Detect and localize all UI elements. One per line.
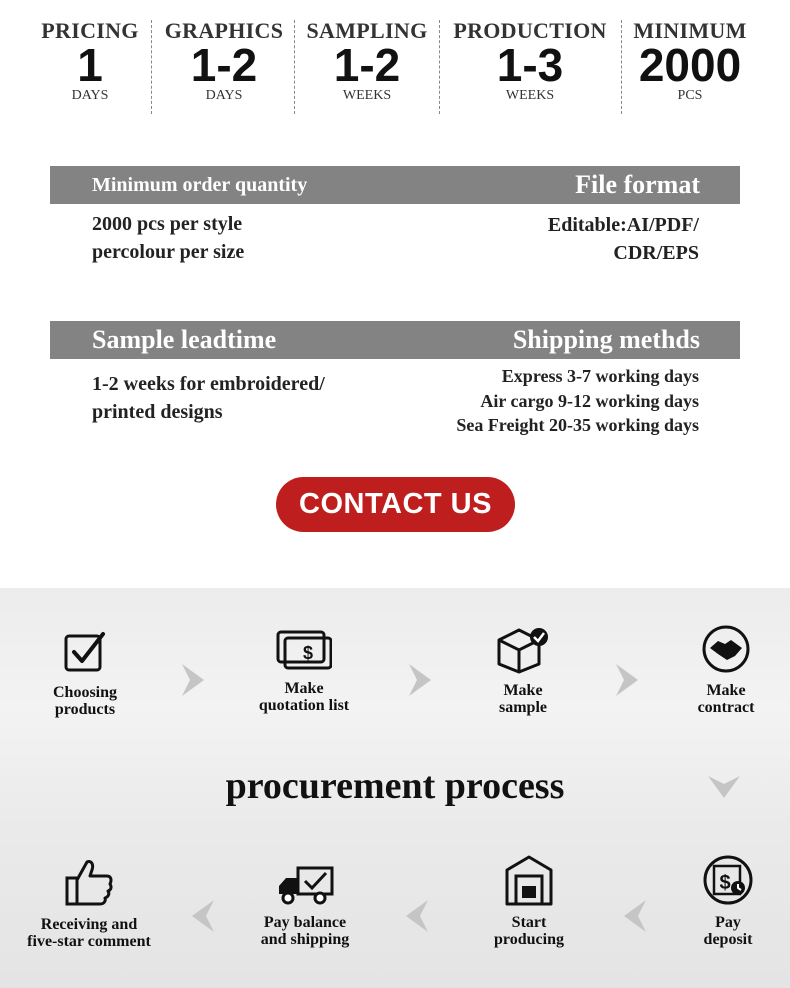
lead-time-stats	[0, 0, 790, 120]
stat-value: 2000	[638, 39, 742, 91]
step-caption: Pay balance and shipping	[260, 914, 350, 948]
stat-unit: WEEKS	[505, 88, 555, 103]
stat-value: 1-2	[333, 39, 401, 91]
moq-line: percolour per size	[92, 241, 245, 263]
sample-text	[92, 370, 325, 426]
svg-text:$: $	[719, 872, 731, 894]
chevron-left-icon	[618, 898, 650, 939]
chevron-right-icon	[405, 662, 437, 703]
step-make-contract	[672, 624, 780, 716]
money-icon	[276, 628, 332, 672]
step-make-quotation	[244, 628, 364, 714]
step-pay-deposit	[676, 854, 780, 948]
shipping-line: Air cargo 9-12 working days	[480, 390, 699, 411]
info-bar-moq	[50, 166, 740, 204]
stat-value: 1-2	[190, 39, 258, 91]
stat-minimum	[626, 18, 754, 114]
chevron-left-icon	[400, 898, 432, 939]
moq-line: 2000 pcs per style	[92, 213, 243, 235]
stat-pricing	[30, 18, 150, 114]
chevron-right-icon	[178, 662, 210, 703]
file-format-line: Editable:AI/PDF/	[547, 214, 699, 236]
step-choosing-products	[30, 628, 140, 718]
stat-divider	[294, 20, 295, 114]
file-format-text	[548, 211, 699, 267]
truck-icon	[276, 864, 334, 906]
step-caption: Make quotation list	[258, 680, 350, 714]
sample-line: printed designs	[92, 401, 223, 423]
stat-label: GRAPHICS	[164, 18, 284, 43]
chevron-left-icon	[186, 898, 218, 939]
step-caption: Pay deposit	[703, 914, 753, 948]
procurement-process	[0, 588, 790, 988]
svg-text:$: $	[302, 643, 314, 663]
stat-production	[444, 18, 616, 114]
shipping-title: Shipping methds	[512, 325, 700, 354]
stat-divider	[621, 20, 622, 114]
shipping-text	[456, 364, 699, 438]
sample-title: Sample leadtime	[92, 325, 277, 354]
stat-label: PRODUCTION	[453, 18, 607, 43]
chevron-down-icon	[706, 772, 742, 809]
stat-unit: DAYS	[71, 88, 109, 103]
shipping-line: Express 3-7 working days	[501, 366, 699, 386]
chevron-right-icon	[612, 662, 644, 703]
process-title: procurement process	[225, 765, 565, 807]
thumbs-up-icon	[63, 856, 115, 908]
box-check-icon	[495, 626, 551, 674]
step-pay-balance-shipping	[250, 864, 360, 948]
stat-divider	[151, 20, 152, 114]
stat-label: SAMPLING	[306, 18, 428, 43]
shipping-line: Sea Freight 20-35 working days	[456, 415, 699, 435]
stat-unit: WEEKS	[342, 88, 392, 103]
checkbox-icon	[61, 628, 109, 676]
stat-unit: DAYS	[205, 88, 243, 103]
moq-title: Minimum order quantity	[92, 174, 308, 196]
moq-text	[92, 210, 244, 266]
sample-line: 1-2 weeks for embroidered/	[92, 373, 325, 395]
stat-graphics	[156, 18, 292, 114]
step-caption: Choosing products	[52, 684, 118, 718]
step-caption: Start producing	[494, 914, 564, 948]
stat-value: 1-3	[496, 39, 564, 91]
step-caption: Make sample	[499, 682, 547, 716]
step-caption: Make contract	[697, 682, 755, 716]
step-start-producing	[474, 854, 584, 948]
step-caption: Receiving and five-star comment	[27, 916, 151, 950]
file-format-title: File format	[575, 170, 700, 199]
contact-us-button[interactable]: CONTACT US	[276, 477, 515, 532]
file-format-line: CDR/EPS	[613, 242, 699, 264]
step-receiving-comment	[20, 856, 158, 950]
handshake-icon	[701, 624, 751, 674]
stat-unit: PCS	[677, 88, 703, 103]
stat-sampling	[298, 18, 436, 114]
warehouse-icon	[504, 854, 554, 906]
stat-label: PRICING	[41, 18, 139, 43]
step-make-sample	[468, 626, 578, 716]
stat-divider	[439, 20, 440, 114]
dollar-clock-icon	[702, 854, 754, 906]
info-bar-sample	[50, 321, 740, 359]
stat-value: 1	[77, 39, 103, 91]
stat-label: MINIMUM	[633, 18, 747, 43]
